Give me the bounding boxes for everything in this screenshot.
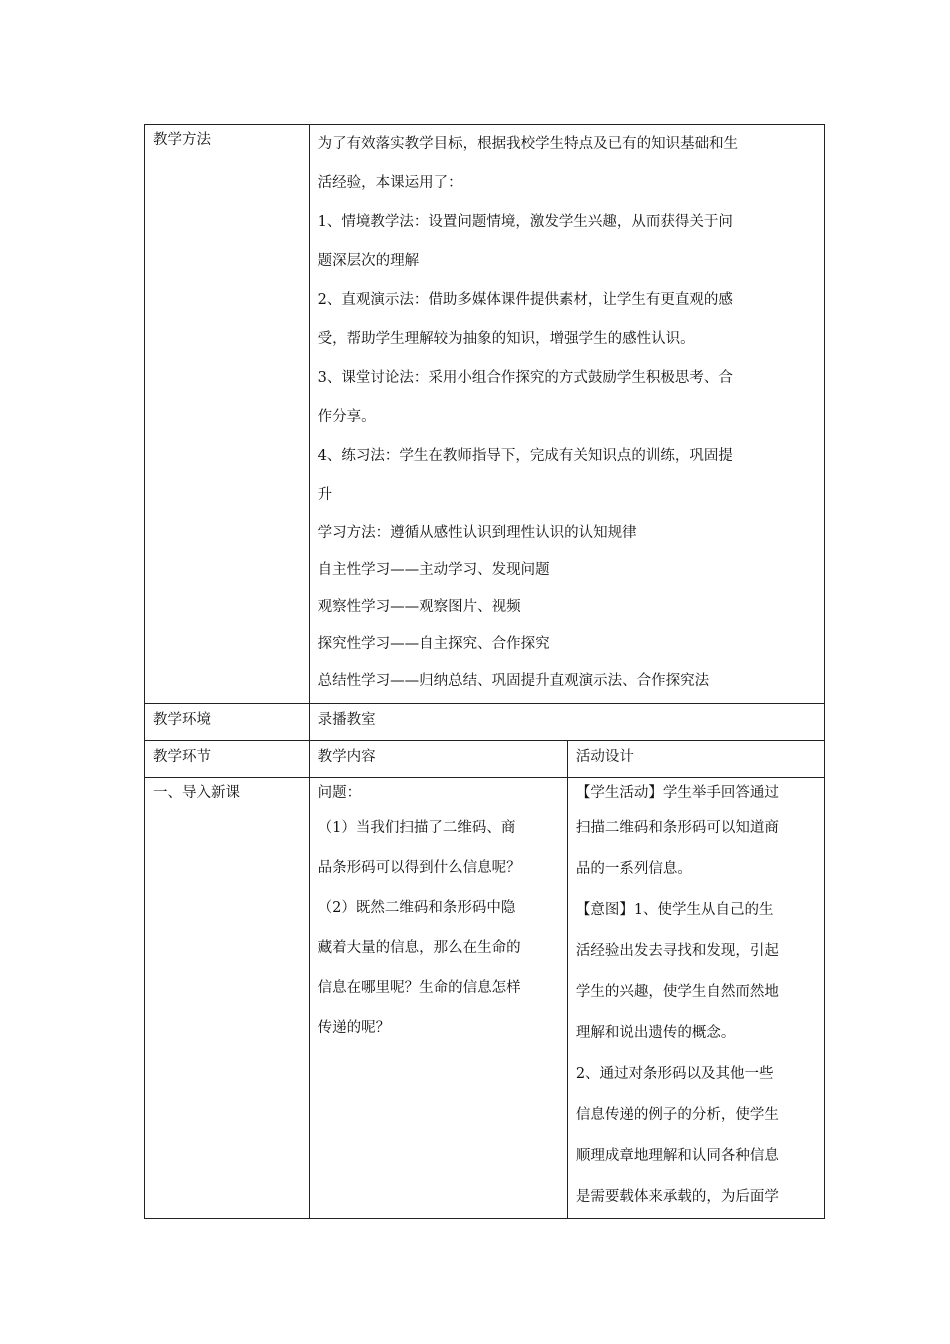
study-method-line: 探究性学习——自主探究、合作探究 — [317, 636, 550, 652]
activity-line: 活经验出发去寻找和发现，引起 — [575, 943, 779, 959]
activity-line: 品的一系列信息。 — [575, 861, 692, 877]
method-line: 升 — [317, 487, 333, 503]
activity-line: 信息传递的例子的分析，使学生 — [575, 1107, 779, 1123]
method-line: 活经验，本课运用了： — [317, 175, 463, 191]
method-line: 1、情境教学法：设置问题情境，激发学生兴趣，从而获得关于问 — [317, 214, 733, 230]
study-method-line: 学习方法：遵循从感性认识到理性认识的认知规律 — [317, 525, 637, 541]
teaching-method-content-cell — [309, 125, 824, 704]
method-line: 题深层次的理解 — [317, 253, 420, 269]
method-line: 受，帮助学生理解较为抽象的知识，增强学生的感性认识。 — [317, 331, 695, 347]
content-line: （1）当我们扫描了二维码、商 — [317, 820, 516, 836]
study-method-line: 观察性学习——观察图片、视频 — [317, 599, 521, 615]
activity-line: 学生的兴趣，使学生自然而然地 — [575, 984, 779, 1000]
study-method-line: 总结性学习——归纳总结、巩固提升直观演示法、合作探究法 — [317, 673, 710, 689]
header-stage: 教学环节 — [145, 741, 310, 778]
lesson-plan-table — [144, 124, 825, 1219]
teaching-environment-value: 录播教室 — [309, 704, 824, 741]
header-content: 教学内容 — [309, 741, 567, 778]
content-line: 传递的呢？ — [317, 1020, 391, 1036]
teaching-method-label-cell — [145, 125, 310, 704]
activity-line: 扫描二维码和条形码可以知道商 — [575, 820, 779, 836]
activity-line: 是需要载体来承载的，为后面学 — [575, 1189, 779, 1205]
activity-line: 【学生活动】学生举手回答通过 — [575, 785, 779, 801]
teaching-method-label: 教学方法 — [153, 132, 211, 148]
method-line: 4、练习法：学生在教师指导下，完成有关知识点的训练，巩固提 — [317, 448, 733, 464]
teaching-method-row — [145, 125, 825, 704]
method-line: 2、直观演示法：借助多媒体课件提供素材，让学生有更直观的感 — [317, 292, 733, 308]
intro-stage-row — [145, 778, 825, 1219]
content-line: 品条形码可以得到什么信息呢？ — [317, 860, 521, 876]
teaching-environment-row — [145, 704, 825, 741]
intro-content-cell — [309, 778, 567, 1219]
content-line: 信息在哪里呢？生命的信息怎样 — [317, 980, 521, 996]
study-method-line: 自主性学习——主动学习、发现问题 — [317, 562, 550, 578]
method-line: 作分享。 — [317, 409, 376, 425]
teaching-environment-label: 教学环境 — [145, 704, 310, 741]
activity-line: 【意图】1、使学生从自己的生 — [575, 902, 774, 918]
method-line: 为了有效落实教学目标，根据我校学生特点及已有的知识基础和生 — [317, 136, 739, 152]
table-header-row — [145, 741, 825, 778]
intro-stage-label: 一、导入新课 — [153, 785, 240, 801]
method-line: 3、课堂讨论法：采用小组合作探究的方式鼓励学生积极思考、合 — [317, 370, 733, 386]
activity-line: 顺理成章地理解和认同各种信息 — [575, 1148, 779, 1164]
intro-stage-cell — [145, 778, 310, 1219]
intro-activity-cell — [567, 778, 824, 1219]
content-line: 问题： — [317, 785, 362, 801]
activity-line: 理解和说出遗传的概念。 — [575, 1025, 736, 1041]
content-line: 藏着大量的信息，那么在生命的 — [317, 940, 521, 956]
content-line: （2）既然二维码和条形码中隐 — [317, 900, 516, 916]
header-activity: 活动设计 — [567, 741, 824, 778]
activity-line: 2、通过对条形码以及其他一些 — [575, 1066, 774, 1082]
